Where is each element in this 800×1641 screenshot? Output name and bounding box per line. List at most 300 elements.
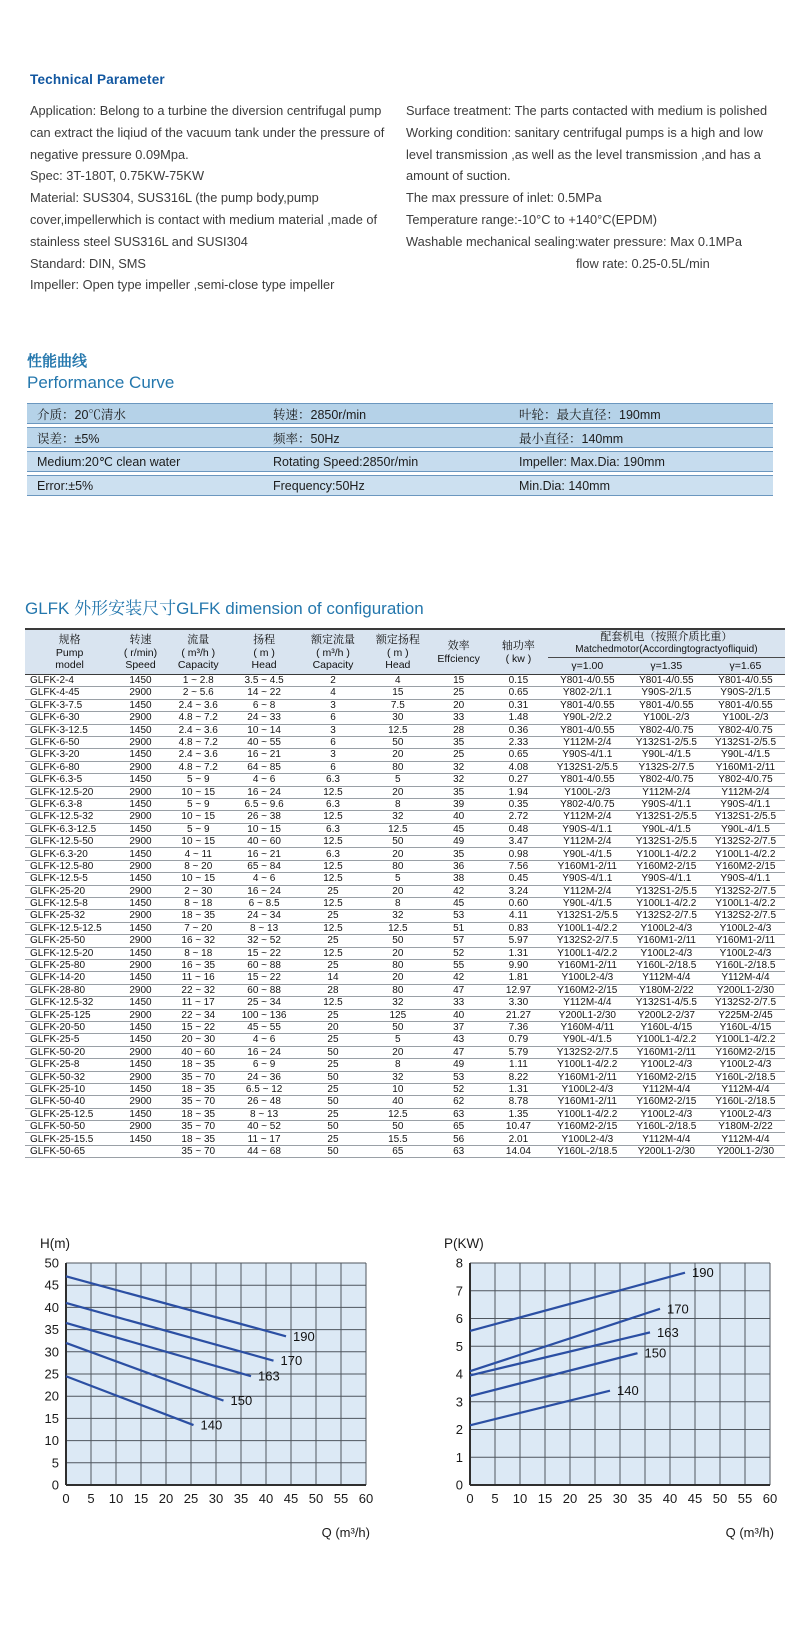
- data-cell: 35: [428, 736, 489, 748]
- data-cell: 5 ~ 9: [167, 774, 230, 786]
- pq-chart-block: [428, 1236, 800, 1540]
- data-cell: 0.65: [489, 749, 548, 761]
- data-cell: 25 ~ 34: [230, 997, 299, 1009]
- data-cell: 40 ~ 55: [230, 736, 299, 748]
- data-cell: 53: [428, 910, 489, 922]
- table-row: [25, 712, 785, 724]
- data-cell: 80: [367, 984, 428, 996]
- column-header-line: Pump: [55, 646, 84, 659]
- pump-model-cell: GLFK-3-12.5: [25, 724, 114, 736]
- data-cell: 37: [428, 1021, 489, 1033]
- table-row: [25, 935, 785, 947]
- y-tick-label: 7: [455, 1283, 463, 1299]
- data-cell: Y100L1-4/2.2: [548, 922, 627, 934]
- table-row: [25, 1096, 785, 1108]
- data-cell: 25: [299, 959, 368, 971]
- pump-model-cell: GLFK-25-32: [25, 910, 114, 922]
- data-cell: Y160M-4/11: [548, 1021, 627, 1033]
- data-cell: 50: [299, 1145, 368, 1157]
- data-cell: Y160M1-2/11: [548, 1071, 627, 1083]
- data-cell: 1 ~ 2.8: [167, 675, 230, 687]
- data-cell: 10 ~ 15: [167, 836, 230, 848]
- table-row: [25, 1009, 785, 1021]
- curve-label: 190: [293, 1328, 315, 1344]
- data-cell: 2900: [114, 811, 167, 823]
- x-tick-label: 0: [62, 1491, 70, 1506]
- table-row: [25, 687, 785, 699]
- pump-model-cell: GLFK-25-5: [25, 1034, 114, 1046]
- data-cell: 6.3: [299, 848, 368, 860]
- data-cell: 26 ~ 48: [230, 1096, 299, 1108]
- data-cell: 1.31: [489, 1083, 548, 1095]
- info-cell: 误差：±5%: [37, 431, 100, 446]
- pump-model-cell: GLFK-6-80: [25, 761, 114, 773]
- data-cell: 60 ~ 88: [230, 984, 299, 996]
- data-cell: 1450: [114, 1059, 167, 1071]
- data-cell: Y160L-2/18.5: [627, 959, 706, 971]
- data-cell: 20: [367, 786, 428, 798]
- data-cell: Y802-4/0.75: [548, 798, 627, 810]
- data-cell: 0.98: [489, 848, 548, 860]
- data-cell: 4.08: [489, 761, 548, 773]
- data-cell: 50: [367, 836, 428, 848]
- table-row: [25, 1121, 785, 1133]
- data-cell: 22 ~ 32: [167, 984, 230, 996]
- table-row: [25, 1145, 785, 1157]
- data-cell: Y100L1-4/2.2: [548, 1059, 627, 1071]
- x-tick-label: 15: [133, 1491, 149, 1506]
- data-cell: 15 ~ 22: [230, 972, 299, 984]
- pump-model-cell: GLFK-50-50: [25, 1121, 114, 1133]
- performance-title-cn: 性能曲线: [27, 353, 88, 370]
- data-cell: Y90S-2/1.5: [627, 687, 706, 699]
- data-cell: 8 ~ 13: [230, 1108, 299, 1120]
- x-tick-label: 20: [158, 1491, 174, 1506]
- data-cell: 18 ~ 35: [167, 1059, 230, 1071]
- data-cell: Y100L2-4/3: [706, 1059, 785, 1071]
- data-cell: 11 ~ 16: [167, 972, 230, 984]
- data-cell: 51: [428, 922, 489, 934]
- data-cell: 25: [299, 1083, 368, 1095]
- column-header-line: 额定流量: [310, 633, 355, 646]
- data-cell: 1450: [114, 798, 167, 810]
- data-cell: 2900: [114, 687, 167, 699]
- x-tick-label: 50: [712, 1491, 728, 1506]
- data-cell: 10.47: [489, 1121, 548, 1133]
- data-cell: Y112M-2/4: [548, 885, 627, 897]
- x-tick-label: 45: [687, 1491, 703, 1506]
- data-cell: 56: [428, 1133, 489, 1145]
- data-cell: 1450: [114, 873, 167, 885]
- data-cell: Y132S2-2/7.5: [627, 910, 706, 922]
- data-cell: 45: [428, 898, 489, 910]
- data-cell: 9.90: [489, 959, 548, 971]
- data-cell: Y160M1-2/11: [627, 935, 706, 947]
- data-cell: 14 ~ 22: [230, 687, 299, 699]
- data-cell: 2.4 ~ 3.6: [167, 724, 230, 736]
- data-cell: 5.97: [489, 935, 548, 947]
- table-row: [25, 1034, 785, 1046]
- data-cell: 2 ~ 30: [167, 885, 230, 897]
- data-cell: 3: [299, 699, 368, 711]
- data-cell: Y801-4/0.55: [548, 699, 627, 711]
- column-header: [489, 629, 548, 675]
- pump-model-cell: GLFK-50-40: [25, 1096, 114, 1108]
- data-cell: 2 ~ 5.6: [167, 687, 230, 699]
- data-cell: 8: [367, 798, 428, 810]
- data-cell: 10: [367, 1083, 428, 1095]
- data-cell: 1.31: [489, 947, 548, 959]
- data-cell: 25: [428, 749, 489, 761]
- data-cell: 53: [428, 1071, 489, 1083]
- info-cell: Error:±5%: [37, 478, 94, 493]
- data-cell: 4: [299, 687, 368, 699]
- pump-model-cell: GLFK-20-50: [25, 1021, 114, 1033]
- data-cell: 11 ~ 17: [230, 1133, 299, 1145]
- y-tick-label: 5: [455, 1338, 463, 1354]
- data-cell: Y100L2-4/3: [627, 922, 706, 934]
- data-cell: 2900: [114, 1096, 167, 1108]
- data-cell: 15: [367, 687, 428, 699]
- data-cell: 16 ~ 24: [230, 885, 299, 897]
- text-line: stainless steel SUS316L and SUSI304: [30, 233, 248, 249]
- data-cell: 18 ~ 35: [167, 1133, 230, 1145]
- data-cell: Y132S2-2/7.5: [706, 910, 785, 922]
- data-cell: 12.5: [367, 922, 428, 934]
- table-row: [25, 1133, 785, 1145]
- dimension-heading: GLFK 外形安装尺寸GLFK dimension of configuration: [25, 599, 424, 618]
- data-cell: Y100L1-4/2.2: [548, 947, 627, 959]
- data-cell: Y801-4/0.55: [706, 699, 785, 711]
- y-tick-label: 15: [44, 1410, 59, 1426]
- data-cell: Y112M-4/4: [548, 997, 627, 1009]
- performance-title-en: Performance Curve: [27, 373, 175, 392]
- data-cell: 3.30: [489, 997, 548, 1009]
- data-cell: 2900: [114, 1046, 167, 1058]
- curve-label: 140: [200, 1417, 223, 1433]
- pq-chart-xlabel: Q (m³/h): [725, 1525, 774, 1540]
- pump-model-cell: GLFK-25-8: [25, 1059, 114, 1071]
- data-cell: 6 ~ 9: [230, 1059, 299, 1071]
- column-header: [25, 629, 114, 675]
- data-cell: Y802-2/1.1: [548, 687, 627, 699]
- pump-model-cell: GLFK-6.3-12.5: [25, 823, 114, 835]
- data-cell: Y802-4/0.75: [627, 724, 706, 736]
- data-cell: 4 ~ 6: [230, 873, 299, 885]
- data-cell: 39: [428, 798, 489, 810]
- data-cell: 25: [428, 687, 489, 699]
- table-row: [25, 675, 785, 687]
- data-cell: 6.3: [299, 798, 368, 810]
- y-tick-label: 20: [44, 1388, 59, 1404]
- table-row: [25, 848, 785, 860]
- pump-model-cell: GLFK-12.5-20: [25, 786, 114, 798]
- table-row: [25, 724, 785, 736]
- data-cell: Y112M-2/4: [706, 786, 785, 798]
- info-cell: 介质：20℃清水: [37, 407, 126, 422]
- data-cell: 32: [367, 1071, 428, 1083]
- data-cell: Y160L-2/18.5: [706, 1096, 785, 1108]
- data-cell: Y112M-2/4: [548, 811, 627, 823]
- info-row: [27, 427, 773, 448]
- table-row: [25, 1108, 785, 1120]
- data-cell: 12.5: [299, 997, 368, 1009]
- data-cell: 80: [367, 860, 428, 872]
- data-cell: 25: [299, 1034, 368, 1046]
- data-cell: 0.48: [489, 823, 548, 835]
- data-cell: 1.48: [489, 712, 548, 724]
- data-cell: 2: [299, 675, 368, 687]
- table-row: [25, 836, 785, 848]
- info-row: [27, 403, 773, 424]
- data-cell: 16 ~ 32: [167, 935, 230, 947]
- table-row: [25, 997, 785, 1009]
- hq-chart-xlabel: Q (m³/h): [321, 1525, 370, 1540]
- data-cell: 1450: [114, 972, 167, 984]
- data-cell: 1450: [114, 898, 167, 910]
- data-cell: 4.8 ~ 7.2: [167, 712, 230, 724]
- column-header-line: ( m ): [253, 646, 275, 659]
- data-cell: Y160M1-2/11: [548, 860, 627, 872]
- data-cell: Y100L2-4/3: [548, 1133, 627, 1145]
- data-cell: 16 ~ 24: [230, 1046, 299, 1058]
- data-cell: Y132S1-2/5.5: [627, 885, 706, 897]
- data-cell: 10 ~ 15: [167, 873, 230, 885]
- y-tick-label: 5: [51, 1455, 59, 1471]
- data-cell: 1.94: [489, 786, 548, 798]
- data-cell: Y100L2-4/3: [706, 947, 785, 959]
- data-cell: 50: [299, 1046, 368, 1058]
- data-cell: 1450: [114, 1034, 167, 1046]
- data-cell: 3.5 ~ 4.5: [230, 675, 299, 687]
- y-tick-label: 6: [455, 1311, 463, 1326]
- curve-label: 163: [657, 1324, 679, 1340]
- data-cell: 35 ~ 70: [167, 1145, 230, 1157]
- info-row: [27, 475, 773, 496]
- data-cell: Y90L-2/2.2: [548, 712, 627, 724]
- pump-model-cell: GLFK-6.3-20: [25, 848, 114, 860]
- pump-model-cell: GLFK-6.3-5: [25, 774, 114, 786]
- data-cell: 62: [428, 1096, 489, 1108]
- data-cell: Y90S-4/1.1: [548, 749, 627, 761]
- column-header-line: 额定扬程: [375, 633, 420, 646]
- data-cell: 38: [428, 873, 489, 885]
- data-cell: 25: [299, 1059, 368, 1071]
- data-cell: 45: [428, 823, 489, 835]
- data-cell: 1.11: [489, 1059, 548, 1071]
- data-cell: 3: [299, 724, 368, 736]
- data-cell: 2900: [114, 959, 167, 971]
- data-cell: 24 ~ 34: [230, 910, 299, 922]
- data-cell: 8 ~ 20: [167, 860, 230, 872]
- data-cell: 45 ~ 55: [230, 1021, 299, 1033]
- data-cell: 1450: [114, 699, 167, 711]
- text-line: amount of suction.: [406, 168, 511, 184]
- data-cell: 2900: [114, 885, 167, 897]
- curve-label: 170: [667, 1301, 689, 1317]
- data-cell: 25: [299, 910, 368, 922]
- data-cell: 36: [428, 860, 489, 872]
- pump-model-cell: GLFK-25-12.5: [25, 1108, 114, 1120]
- x-tick-label: 55: [737, 1491, 753, 1506]
- text-line: The max pressure of inlet: 0.5MPa: [406, 190, 602, 206]
- data-cell: Y801-4/0.55: [548, 774, 627, 786]
- data-cell: Y100L1-4/2.2: [706, 848, 785, 860]
- column-header-line: Speed: [125, 658, 156, 671]
- column-header-line: ( m ): [387, 646, 409, 659]
- data-cell: 65 ~ 84: [230, 860, 299, 872]
- data-cell: 35 ~ 70: [167, 1121, 230, 1133]
- data-cell: Y90S-4/1.1: [706, 873, 785, 885]
- data-cell: Y90S-4/1.1: [548, 873, 627, 885]
- text-line: Impeller: Open type impeller ,semi-close type impeller: [30, 277, 335, 293]
- data-cell: Y112M-4/4: [706, 1083, 785, 1095]
- table-row: [25, 885, 785, 897]
- pump-spec-table: [25, 628, 785, 1158]
- data-cell: 2900: [114, 736, 167, 748]
- data-cell: 15 ~ 22: [167, 1021, 230, 1033]
- data-cell: 28: [428, 724, 489, 736]
- data-cell: Y100L2-4/3: [706, 1108, 785, 1120]
- info-cell: Frequency:50Hz: [273, 478, 365, 493]
- data-cell: 10 ~ 15: [167, 811, 230, 823]
- data-cell: 6.3: [299, 823, 368, 835]
- performance-info-table: [27, 403, 773, 496]
- data-cell: 0.65: [489, 687, 548, 699]
- table-row: [25, 749, 785, 761]
- text-line: Temperature range:-10°C to +140°C(EPDM): [406, 211, 657, 227]
- data-cell: 8 ~ 18: [167, 898, 230, 910]
- text-line: Surface treatment: The parts contacted with medium is polished: [406, 103, 768, 118]
- data-cell: 8: [367, 1059, 428, 1071]
- data-cell: 20: [367, 749, 428, 761]
- pump-model-cell: GLFK-3-20: [25, 749, 114, 761]
- hq-chart: [24, 1255, 396, 1523]
- data-cell: Y100L-2/3: [706, 712, 785, 724]
- data-cell: 42: [428, 972, 489, 984]
- y-tick-label: 40: [44, 1299, 59, 1315]
- text-line: level transmission ,as well as the level transmission ,and has a: [406, 146, 761, 162]
- pump-model-cell: GLFK-12.5-8: [25, 898, 114, 910]
- data-cell: 80: [367, 959, 428, 971]
- data-cell: 6: [299, 736, 368, 748]
- data-cell: Y200L1-2/30: [627, 1145, 706, 1157]
- data-cell: 5: [367, 873, 428, 885]
- data-cell: 2900: [114, 1009, 167, 1021]
- column-header-line: ( r/min): [123, 646, 158, 659]
- data-cell: Y100L2-4/3: [627, 947, 706, 959]
- data-cell: Y90L-4/1.5: [548, 848, 627, 860]
- data-cell: Y160M1-2/11: [627, 1046, 706, 1058]
- data-cell: 2900: [114, 1121, 167, 1133]
- data-cell: 20: [367, 947, 428, 959]
- data-cell: 35 ~ 70: [167, 1071, 230, 1083]
- data-cell: Y802-4/0.75: [706, 724, 785, 736]
- pump-model-cell: GLFK-25-10: [25, 1083, 114, 1095]
- data-cell: 12.5: [299, 836, 368, 848]
- data-cell: Y100L2-4/3: [706, 922, 785, 934]
- data-cell: 6.3: [299, 774, 368, 786]
- data-cell: 2.72: [489, 811, 548, 823]
- data-cell: 1450: [114, 675, 167, 687]
- data-cell: 63: [428, 1108, 489, 1120]
- table-row: [25, 1046, 785, 1058]
- data-cell: 40 ~ 60: [230, 836, 299, 848]
- text-line: Application: Belong to a turbine the diversion centrifugal pump: [30, 103, 382, 118]
- data-cell: 6.5 ~ 9.6: [230, 798, 299, 810]
- data-cell: 42: [428, 885, 489, 897]
- column-header-line: ( m³/h ): [181, 646, 216, 659]
- table-row: [25, 922, 785, 934]
- data-cell: 2900: [114, 910, 167, 922]
- text-line: cover,impellerwhich is contact with medium material ,made of: [30, 211, 378, 227]
- data-cell: 47: [428, 1046, 489, 1058]
- data-cell: 40: [428, 1009, 489, 1021]
- data-cell: Y100L-2/3: [627, 712, 706, 724]
- data-cell: 25: [299, 1108, 368, 1120]
- table-row: [25, 1083, 785, 1095]
- data-cell: 1450: [114, 749, 167, 761]
- curve-label: 140: [617, 1383, 639, 1399]
- data-cell: Y160L-2/18.5: [706, 1071, 785, 1083]
- data-cell: 0.36: [489, 724, 548, 736]
- y-tick-label: 3: [455, 1394, 463, 1410]
- y-tick-label: 0: [455, 1477, 463, 1493]
- data-cell: 2.01: [489, 1133, 548, 1145]
- data-cell: 4 ~ 6: [230, 1034, 299, 1046]
- pump-model-cell: GLFK-12.5-80: [25, 860, 114, 872]
- data-cell: 5 ~ 9: [167, 798, 230, 810]
- column-header-line: model: [55, 658, 84, 671]
- data-cell: 15.5: [367, 1133, 428, 1145]
- data-cell: 1450: [114, 922, 167, 934]
- column-header-line: 转速: [129, 633, 152, 646]
- data-cell: Y802-4/0.75: [627, 774, 706, 786]
- data-cell: 49: [428, 836, 489, 848]
- x-tick-label: 10: [108, 1491, 124, 1506]
- data-cell: 4.8 ~ 7.2: [167, 761, 230, 773]
- data-cell: 57: [428, 935, 489, 947]
- data-cell: Y180M-2/22: [627, 984, 706, 996]
- data-cell: 44 ~ 68: [230, 1145, 299, 1157]
- data-cell: 50: [299, 1121, 368, 1133]
- x-tick-label: 10: [512, 1491, 528, 1506]
- data-cell: 12.97: [489, 984, 548, 996]
- data-cell: Y112M-4/4: [627, 1083, 706, 1095]
- pump-model-cell: GLFK-25-125: [25, 1009, 114, 1021]
- data-cell: 100 ~ 136: [230, 1009, 299, 1021]
- data-cell: 6 ~ 8.5: [230, 898, 299, 910]
- data-cell: Y200L1-2/30: [706, 1145, 785, 1157]
- data-cell: 10 ~ 15: [167, 786, 230, 798]
- data-cell: Y100L2-4/3: [627, 1108, 706, 1120]
- technical-right-column: [406, 100, 782, 296]
- data-cell: Y160M2-2/15: [706, 1046, 785, 1058]
- data-cell: 33: [428, 997, 489, 1009]
- data-cell: 25: [299, 935, 368, 947]
- data-cell: 50: [299, 1071, 368, 1083]
- data-cell: 47: [428, 984, 489, 996]
- data-cell: 50: [367, 935, 428, 947]
- data-cell: 0.27: [489, 774, 548, 786]
- text-line: negative pressure 0.09Mpa.: [30, 146, 189, 162]
- data-cell: 0.31: [489, 699, 548, 711]
- data-cell: 63: [428, 1145, 489, 1157]
- table-row: [25, 947, 785, 959]
- data-cell: Y90L-4/1.5: [548, 898, 627, 910]
- pump-model-cell: GLFK-12.5-32: [25, 997, 114, 1009]
- data-cell: Y801-4/0.55: [627, 699, 706, 711]
